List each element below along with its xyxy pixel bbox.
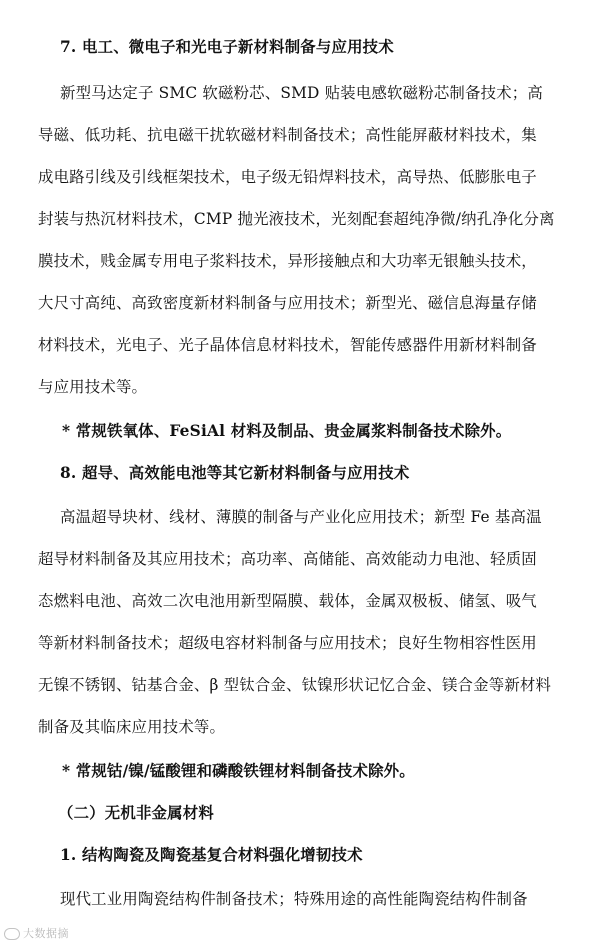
watermark (4, 925, 69, 941)
section-7-body-line: 成电路引线及引线框架技术，电子级无铅焊料技术，高导热、低膨胀电子 (38, 168, 537, 186)
watermark-text: 大数据摘 (23, 927, 69, 940)
section-8-body-line: 高温超导块材、线材、薄膜的制备与产业化应用技术；新型 Fe 基高温 (60, 508, 542, 526)
section-8-body-line: 等新材料制备技术；超级电容材料制备与应用技术；良好生物相容性医用 (38, 634, 537, 652)
section-8-body-line: 态燃料电池、高效二次电池用新型隔膜、载体，金属双极板、储氢、吸气 (38, 592, 537, 610)
item-1-heading: 1. 结构陶瓷及陶瓷基复合材料强化增韧技术 (60, 846, 363, 864)
section-7-heading: 7. 电工、微电子和光电子新材料制备与应用技术 (60, 38, 394, 56)
watermark-logo-icon (4, 928, 20, 940)
section-7-body-line: 材料技术，光电子、光子晶体信息材料技术，智能传感器件用新材料制备 (38, 336, 537, 354)
subsection-heading: （二）无机非金属材料 (58, 804, 214, 822)
section-8-body-line: 超导材料制备及其应用技术；高功率、高储能、高效能动力电池、轻质固 (38, 550, 537, 568)
section-8-exclusion: * 常规钴/镍/锰酸锂和磷酸铁锂材料制备技术除外。 (62, 762, 415, 780)
section-7-body-line: 封装与热沉材料技术，CMP 抛光液技术，光刻配套超纯净微/纳孔净化分离 (38, 210, 555, 228)
section-8-heading: 8. 超导、高效能电池等其它新材料制备与应用技术 (60, 464, 410, 482)
section-7-body-line: 导磁、低功耗、抗电磁干扰软磁材料制备技术；高性能屏蔽材料技术，集 (38, 126, 537, 144)
section-7-body-line: 新型马达定子 SMC 软磁粉芯、SMD 贴装电感软磁粉芯制备技术；高 (60, 84, 543, 102)
section-7-body-line: 与应用技术等。 (38, 378, 148, 396)
section-7-exclusion: * 常规铁氧体、FeSiAl 材料及制品、贵金属浆料制备技术除外。 (62, 422, 512, 440)
section-8-body-line: 制备及其临床应用技术等。 (38, 718, 226, 736)
section-7-body-line: 大尺寸高纯、高致密度新材料制备与应用技术；新型光、磁信息海量存储 (38, 294, 537, 312)
section-7-body-line: 膜技术，贱金属专用电子浆料技术，异形接触点和大功率无银触头技术， (38, 252, 537, 270)
section-8-body-line: 无镍不锈钢、钴基合金、β 型钛合金、钛镍形状记忆合金、镁合金等新材料 (38, 676, 552, 694)
item-1-body-line: 现代工业用陶瓷结构件制备技术；特殊用途的高性能陶瓷结构件制备 (60, 890, 528, 908)
